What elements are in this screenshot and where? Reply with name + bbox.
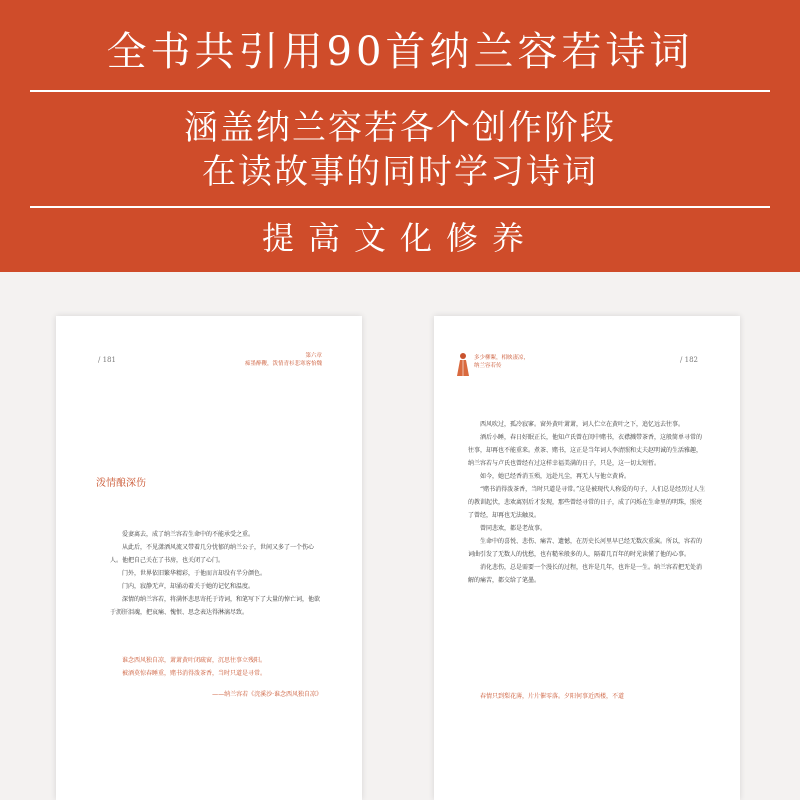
paragraph: 爱妻离去，成了纳兰容若生命中的不能承受之重。 <box>122 531 255 538</box>
quote-line: 谁念西风独自凉，萧萧黄叶闭疏窗，沉思往事立残阳。 <box>122 657 267 664</box>
body-text <box>468 418 706 587</box>
lady-illustration-icon <box>456 352 470 378</box>
paragraph: 门外，世界依旧繁华精彩，于他而言却没有半分颜色。 <box>122 570 267 577</box>
paragraph: 曾同悲欢，都是老故事。 <box>480 525 547 532</box>
footer-quote: 春情只到梨花薄，片片催零落。夕阳何事近西楼，不道 <box>480 693 625 700</box>
paragraph: 深情的纳兰容若，将满怀悲思寄托于诗词，和笔写下了大量的悼亡词，他欲于沥肝泪魂，把哀痛、愧恨、思念表达得淋漓尽致。 <box>110 596 321 616</box>
quote-line: 被酒莫惊春睡重，赌书消得泼茶香，当时只道是寻常。 <box>122 670 267 677</box>
book-page-left <box>56 316 362 800</box>
book-page-right <box>434 316 740 800</box>
paragraph: 如今，她已经香消玉殒，远赴凡尘，再无人与他立黄昏。 <box>480 473 631 480</box>
banner-tagline: 提高文化修养 <box>261 219 538 257</box>
paragraph: 酒后小睡，春日好眠正长，他知卢氏曾在闺中赌书，衣襟溅带茶香，这般简单寻常的往事，却再也不能重来。煮茶、赌书，这正是当年词人李清照和丈夫赵明诚的生活雅趣，纳兰容若与卢氏也曾经有过这样幸福美满的日子，只是，这一切太短暂。 <box>468 434 703 467</box>
paragraph: 消化悲伤，总是需要一个漫长的过程，也许是几年，也许是一生。纳兰容若把无处消解的痛苦，都交给了笔墨。 <box>468 564 703 584</box>
book-title: 纳兰容若传 <box>474 363 502 369</box>
page-number: / 182 <box>680 356 698 364</box>
page-number: / 181 <box>98 356 116 364</box>
paragraph: 西风吹过，孤冷寂寥。窗外黄叶萧萧，词人伫立在黄叶之下，追忆远去往事。 <box>480 421 685 428</box>
paragraph: 门内，寂静无声，却涌动着关于她的记忆和温度。 <box>122 583 255 590</box>
section-heading: 泼情酿深伤 <box>96 478 146 489</box>
paragraph: 从此后，不见潇洒风流又带着几分忧郁的纳兰公子，世间又多了一个伤心人。他把自己关在了书房，也关闭了心门。 <box>110 544 315 564</box>
banner-subline-1: 涵盖纳兰容若各个创作阶段 <box>184 108 616 148</box>
body-text <box>110 528 324 619</box>
divider <box>30 206 770 208</box>
banner-subline-2: 在读故事的同时学习诗词 <box>202 152 598 192</box>
chapter-title: 多少柳絮，相映凄凉， <box>474 355 530 361</box>
quote-attribution: ——纳兰容若《浣溪沙·谁念西风独自凉》 <box>212 691 322 698</box>
poem-quote <box>122 654 318 680</box>
divider <box>30 90 770 92</box>
chapter-number: 第六章 <box>305 353 322 359</box>
banner-headline: 全书共引用90首纳兰容若诗词 <box>106 29 694 75</box>
chapter-title: 痴墨醉鞭，泼情青衫悲寒客怡魏 <box>244 361 322 367</box>
paragraph: “赌书消得泼茶香，当时只道是寻常。”这是被现代人称爱的句子，人们总是经历过人生的教训起伏，悲欢离别后才发现，那些曾经寻常的日子，成了闪烁在生命里的明珠，照亮了曾经，却再也无法触及。 <box>468 486 706 519</box>
promo-banner <box>0 0 800 272</box>
paragraph: 生命中的喜悦、悲伤、痛苦、遗憾，在历史长河里早已经无数次重演。所以，容若的词曲引发了无数人的忧愁，也有糙米般多的人，隔着几百年的时光读懂了他的心事。 <box>468 538 703 558</box>
